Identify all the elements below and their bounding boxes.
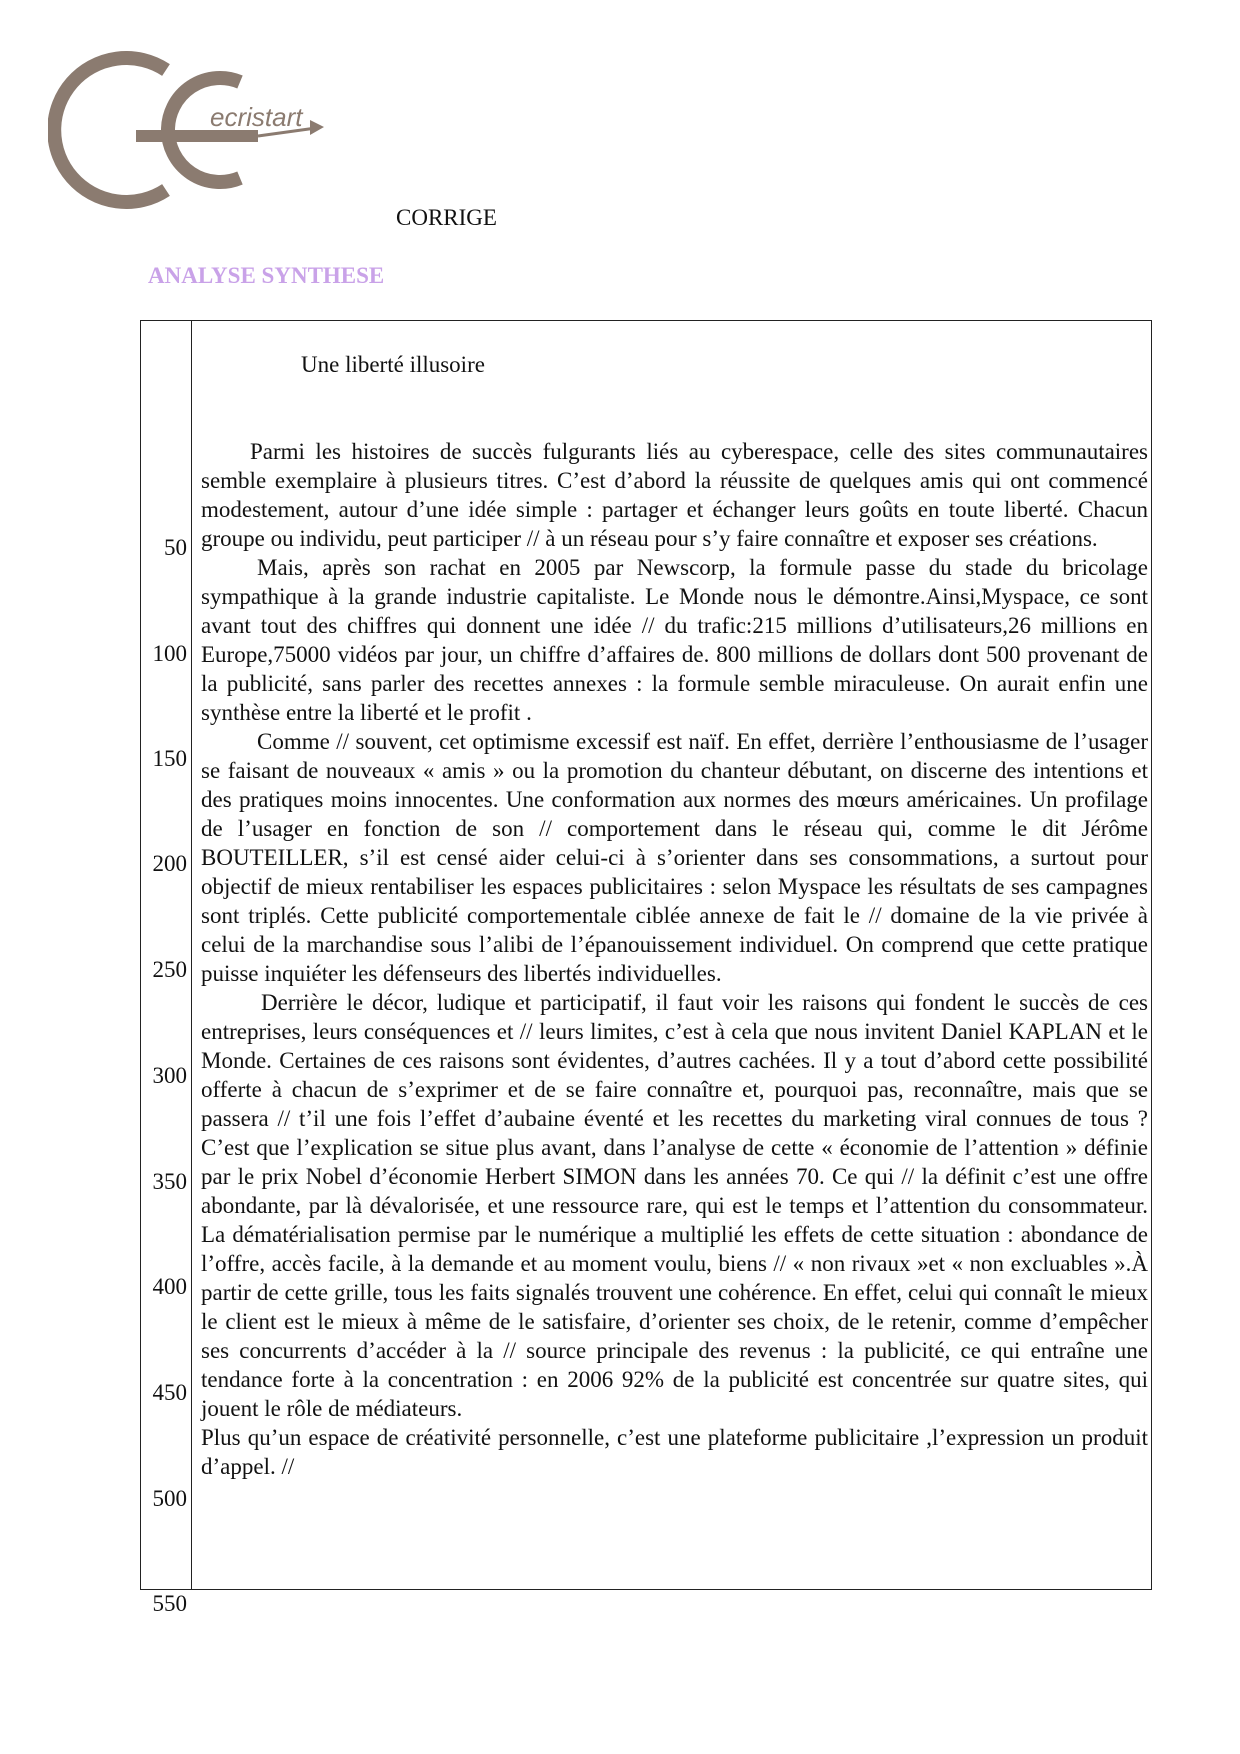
logo-wordmark: ecristart — [210, 102, 303, 132]
corrige-heading: CORRIGE — [396, 205, 497, 230]
paragraph: Parmi les histoires de succès fulgurants liés au cyberespace, celle des sites communautaires semble exemplaire à plusieurs titres. C’est d’abord la réussite de quelques amis qui ont commencé modestement, autour d’une idée simple : partager et échanger leurs goûts en toute liberté. Chacun groupe ou individu, peut participer // à un réseau pour s’y faire connaître et exposer ses créations. — [201, 439, 1148, 551]
document-body — [201, 437, 1148, 1481]
line-number: 500 — [152, 1486, 187, 1511]
line-number: 300 — [152, 1063, 187, 1088]
line-number: 400 — [152, 1274, 187, 1299]
logo-mark — [48, 40, 368, 210]
section-title: ANALYSE SYNTHESE — [148, 263, 385, 288]
paragraph: Comme // souvent, cet optimisme excessif est naïf. En effet, derrière l’enthousiasme de l’usager se faisant de nouveaux « amis » ou la promotion du chanteur débutant, on discerne des intentions et des pratiques moins innocentes. Une conformation aux normes des mœurs américaines. Un profilage de l’usager en fonction de son // comportement dans le réseau qui, comme le dit Jérôme BOUTEILLER, s’il est censé aider celui-ci à s’orienter dans ses consommations, a surtout pour objectif de mieux rentabiliser les espaces publicitaires : selon Myspace les résultats de ses campagnes sont triplés. Cette publicité comportementale ciblée annexe de fait le // domaine de la vie privée à celui de la marchandise sous l’alibi de l’épanouissement individuel. On comprend que cette pratique puisse inquiéter les défenseurs des libertés individuelles. — [201, 729, 1148, 986]
document-title: Une liberté illusoire — [301, 352, 485, 377]
line-number: 100 — [152, 641, 187, 666]
line-number: 200 — [152, 851, 187, 876]
paragraph: Mais, après son rachat en 2005 par Newscorp, la formule passe du stade du bricolage sympathique à la grande industrie capitaliste. Le Monde nous le démontre.Ainsi,Myspace, ce sont avant tout des chiffres qui donnent une idée // du trafic:215 millions d’utilisateurs,26 millions en Europe,75000 vidéos par jour, un chiffre d’affaires de. 800 millions de dollars dont 500 provenant de la publicité, sans parler des recettes annexes : la formule semble miraculeuse. On aurait enfin une synthèse entre la liberté et le profit . — [201, 555, 1148, 725]
paragraph: Plus qu’un espace de créativité personnelle, c’est une plateforme publicitaire ,l’expression un produit d’appel. // — [201, 1425, 1148, 1479]
ecristart-logo — [48, 40, 368, 210]
paragraph: Derrière le décor, ludique et participatif, il faut voir les raisons qui fondent le succès de ces entreprises, leurs conséquences et // leurs limites, c’est à cela que nous invitent Daniel KAPLAN et le Monde. Certaines de ces raisons sont évidentes, d’autres cachées. Il y a tout d’abord cette possibilité offerte à chacun de s’exprimer et de se faire connaître et, pourquoi pas, reconnaître, mais que se passera // t’il une fois l’effet d’aubaine éventé et les recettes du marketing viral connues de tous ? C’est que l’explication se situe plus avant, dans l’analyse de cette « économie de l’attention » définie par le prix Nobel d’économie Herbert SIMON dans les années 70. Ce qui // la définit c’est une offre abondante, par là dévalorisée, et une ressource rare, qui est le temps et l’attention du consommateur. La dématérialisation permise par le numérique a multiplié les effets de cette situation : abondance de l’offre, accès facile, à la demande et au moment voulu, biens // « non rivaux »et « non excluables ».À partir de cette grille, tous les faits signalés trouvent une cohérence. En effet, celui qui connaît le mieux le client est le mieux à même de le satisfaire, d’orienter ses choix, de le retenir, comme d’empêcher ses concurrents d’accéder à la // source principale des revenus : la publicité, ce qui entraîne une tendance forte à la concentration : en 2006 92% de la publicité est concentrée sur quatre sites, qui jouent le rôle de médiateurs. — [201, 990, 1148, 1421]
line-number-column — [141, 321, 192, 1616]
line-number: 450 — [152, 1380, 187, 1405]
line-number: 350 — [152, 1169, 187, 1194]
line-number: 150 — [152, 746, 187, 771]
text-table — [140, 320, 1152, 1616]
line-number: 550 — [152, 1591, 187, 1616]
line-number: 250 — [152, 957, 187, 982]
line-number: 50 — [164, 535, 187, 560]
